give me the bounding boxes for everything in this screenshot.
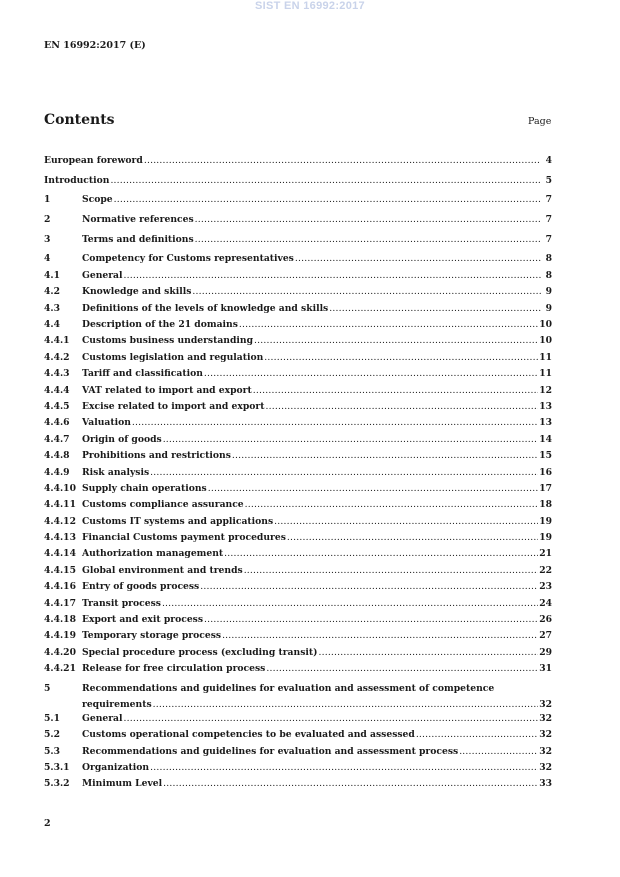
dot-leader bbox=[132, 415, 538, 431]
toc-number: 4.3 bbox=[44, 302, 60, 314]
toc-number: 4.4.1 bbox=[44, 335, 70, 347]
toc-entry-4-4-16[interactable] bbox=[44, 579, 552, 595]
toc-title: Authorization management bbox=[82, 548, 224, 560]
toc-number: 4 bbox=[44, 253, 51, 265]
dot-leader bbox=[163, 776, 538, 792]
toc-title: Scope bbox=[82, 194, 113, 206]
toc-number: 4.4.14 bbox=[44, 548, 76, 560]
toc-number: 3 bbox=[44, 233, 51, 245]
dot-leader bbox=[110, 173, 541, 189]
toc-title: Recommendations and guidelines for evaluation and assessment process bbox=[82, 745, 459, 757]
dot-leader bbox=[163, 432, 539, 448]
toc-number: 4.4.3 bbox=[44, 368, 70, 380]
toc-entry-4-4-10[interactable] bbox=[44, 481, 552, 497]
toc-number: 4.4.4 bbox=[44, 384, 70, 396]
toc-entry-4[interactable] bbox=[44, 251, 552, 267]
dot-leader bbox=[195, 212, 541, 228]
toc-title: Organization bbox=[82, 762, 150, 774]
dot-leader bbox=[150, 760, 538, 776]
toc-entry-4-4-18[interactable] bbox=[44, 612, 552, 628]
dot-leader bbox=[224, 546, 538, 562]
toc-number: 4.4.12 bbox=[44, 515, 76, 527]
toc-page: 19 bbox=[539, 532, 552, 544]
toc-entry-4-4-8[interactable] bbox=[44, 448, 552, 464]
toc-title: Minimum Level bbox=[82, 778, 163, 790]
toc-page: 11 bbox=[539, 368, 552, 380]
toc-page: 11 bbox=[539, 351, 552, 363]
toc-title: Transit process bbox=[82, 597, 161, 609]
toc-title: Origin of goods bbox=[82, 433, 162, 445]
toc-title: Supply chain operations bbox=[82, 482, 207, 494]
toc-title: Definitions of the levels of knowledge and skills bbox=[82, 302, 329, 314]
toc-number: 4.1 bbox=[44, 269, 60, 281]
page-column-label: Page bbox=[528, 116, 552, 127]
toc-number: 5.3.2 bbox=[44, 778, 70, 790]
toc-number: 2 bbox=[44, 214, 51, 226]
toc-entry-5-3[interactable] bbox=[44, 744, 552, 760]
toc-number: 5.2 bbox=[44, 729, 60, 741]
toc-entry-5-3-2[interactable] bbox=[44, 776, 552, 792]
toc-page: 7 bbox=[545, 233, 552, 245]
toc-page: 32 bbox=[539, 712, 552, 724]
toc-page: 4 bbox=[545, 155, 552, 166]
toc-title: Special procedure process (excluding transit) bbox=[82, 646, 318, 658]
toc-entry-introduction[interactable] bbox=[44, 173, 552, 189]
dot-leader bbox=[239, 317, 538, 333]
watermark: SIST EN 16992:2017 bbox=[255, 0, 365, 12]
toc-title: Customs IT systems and applications bbox=[82, 515, 274, 527]
toc-entry-4-4-20[interactable] bbox=[44, 645, 552, 661]
toc-page: 7 bbox=[545, 194, 552, 206]
toc-entry-5-3-1[interactable] bbox=[44, 760, 552, 776]
dot-leader bbox=[287, 530, 538, 546]
toc-title: Customs compliance assurance bbox=[82, 499, 244, 511]
toc-title-line1: Recommendations and guidelines for evaluation and assessment of competence bbox=[82, 682, 495, 694]
toc-title: Global environment and trends bbox=[82, 564, 243, 576]
toc-page: 18 bbox=[539, 499, 552, 511]
toc-page: 8 bbox=[545, 269, 552, 281]
toc-page: 32 bbox=[539, 762, 552, 774]
toc-page: 5 bbox=[545, 174, 552, 186]
toc-number: 4.4.11 bbox=[44, 499, 76, 511]
toc-entry-4-4-19[interactable] bbox=[44, 628, 552, 644]
toc-number: 4.4.18 bbox=[44, 614, 76, 626]
toc-page: 9 bbox=[545, 286, 552, 298]
toc-title: Competency for Customs representatives bbox=[82, 253, 294, 265]
toc-entry-4-4-7[interactable] bbox=[44, 432, 552, 448]
dot-leader bbox=[222, 628, 538, 644]
toc-page: 22 bbox=[539, 564, 552, 576]
toc-page: 16 bbox=[539, 466, 552, 478]
dot-leader bbox=[124, 268, 541, 284]
toc-title: Valuation bbox=[82, 417, 131, 429]
toc-title: General bbox=[82, 712, 123, 724]
toc-title: Introduction bbox=[44, 174, 110, 186]
toc-entry-4-4-14[interactable] bbox=[44, 546, 552, 562]
toc-number: 4.4.15 bbox=[44, 564, 76, 576]
dot-leader bbox=[254, 333, 538, 349]
toc-entry-4-4-12[interactable] bbox=[44, 514, 552, 530]
toc-entry-4-1[interactable] bbox=[44, 268, 552, 284]
toc-page: 15 bbox=[539, 450, 552, 462]
toc-entry-4-2[interactable] bbox=[44, 284, 552, 300]
toc-number: 4.4 bbox=[44, 319, 60, 330]
toc-number: 4.4.5 bbox=[44, 400, 70, 412]
dot-leader bbox=[274, 514, 538, 530]
toc-title: Temporary storage process bbox=[82, 630, 222, 642]
toc-entry-4-3[interactable] bbox=[44, 301, 552, 317]
dot-leader bbox=[204, 366, 538, 382]
toc-title: Risk analysis bbox=[82, 466, 150, 478]
toc-title: Tariff and classification bbox=[82, 368, 203, 380]
toc-number: 4.4.10 bbox=[44, 482, 76, 494]
toc-page: 27 bbox=[539, 630, 552, 642]
toc-number: 4.4.9 bbox=[44, 466, 70, 478]
toc-page: 24 bbox=[539, 597, 552, 609]
contents-title: Contents bbox=[44, 112, 115, 128]
dot-leader bbox=[265, 399, 538, 415]
toc-number: 4.2 bbox=[44, 286, 60, 298]
dot-leader bbox=[459, 744, 538, 760]
toc-entry-4-4-17[interactable] bbox=[44, 596, 552, 612]
dot-leader bbox=[195, 232, 541, 248]
dot-leader bbox=[295, 251, 541, 267]
toc-page: 31 bbox=[539, 663, 552, 675]
toc-title: Prohibitions and restrictions bbox=[82, 450, 231, 462]
toc-entry-4-4-4[interactable] bbox=[44, 383, 552, 399]
toc-number: 5.3.1 bbox=[44, 762, 70, 774]
toc-title: Normative references bbox=[82, 214, 194, 226]
toc-entry-5-2[interactable] bbox=[44, 727, 552, 743]
dot-leader bbox=[200, 579, 538, 595]
dot-leader bbox=[244, 563, 539, 579]
toc-page: 10 bbox=[539, 335, 552, 347]
dot-leader bbox=[253, 383, 538, 399]
toc-entry-european-foreword[interactable] bbox=[44, 153, 552, 169]
toc-entry-4-4[interactable] bbox=[44, 317, 552, 333]
toc-title: Excise related to import and export bbox=[82, 400, 265, 412]
toc-page: 19 bbox=[539, 515, 552, 527]
toc-page: 7 bbox=[545, 214, 552, 226]
dot-leader bbox=[318, 645, 538, 661]
toc-number: 5.1 bbox=[44, 712, 60, 724]
toc-page: 33 bbox=[539, 778, 552, 790]
toc-title: Knowledge and skills bbox=[82, 286, 192, 298]
toc-title: Customs operational competencies to be evaluated and assessed bbox=[82, 729, 415, 741]
toc-title: Terms and definitions bbox=[82, 233, 194, 245]
toc-entry-4-4-21[interactable] bbox=[44, 661, 552, 677]
toc-title: Financial Customs payment procedures bbox=[82, 532, 286, 544]
dot-leader bbox=[204, 612, 538, 628]
toc-page: 13 bbox=[539, 417, 552, 429]
toc-entry-4-4-2[interactable] bbox=[44, 350, 552, 366]
toc-title: Release for free circulation process bbox=[82, 663, 266, 675]
dot-leader bbox=[208, 481, 539, 497]
table-of-contents bbox=[44, 153, 552, 793]
toc-entry-4-4-6[interactable] bbox=[44, 415, 552, 431]
toc-number: 4.4.7 bbox=[44, 433, 70, 445]
toc-entry-4-4-9[interactable] bbox=[44, 465, 552, 481]
toc-number: 4.4.16 bbox=[44, 581, 76, 593]
toc-page: 23 bbox=[539, 581, 552, 593]
toc-page: 13 bbox=[539, 400, 552, 412]
toc-number: 5 bbox=[44, 682, 51, 694]
toc-entry-5[interactable] bbox=[44, 681, 552, 711]
toc-number: 4.4.21 bbox=[44, 663, 76, 675]
toc-number: 4.4.20 bbox=[44, 646, 76, 658]
toc-page: 17 bbox=[539, 482, 552, 494]
dot-leader bbox=[416, 727, 538, 743]
toc-number: 4.4.8 bbox=[44, 450, 70, 462]
page-number: 2 bbox=[44, 818, 51, 829]
toc-number: 4.4.13 bbox=[44, 532, 76, 544]
toc-title: European foreword bbox=[44, 155, 143, 166]
standard-id: EN 16992:2017 (E) bbox=[44, 40, 146, 51]
toc-entry-3[interactable] bbox=[44, 232, 552, 248]
toc-title: Description of the 21 domains bbox=[82, 319, 238, 330]
toc-entry-4-4-13[interactable] bbox=[44, 530, 552, 546]
toc-number: 4.4.6 bbox=[44, 417, 70, 429]
dot-leader bbox=[266, 661, 538, 677]
toc-title: Entry of goods process bbox=[82, 581, 200, 593]
dot-leader bbox=[329, 301, 541, 317]
dot-leader bbox=[114, 192, 541, 208]
toc-title: Customs business understanding bbox=[82, 335, 254, 347]
toc-number: 4.4.17 bbox=[44, 597, 76, 609]
toc-page: 21 bbox=[539, 548, 552, 560]
toc-page: 10 bbox=[539, 319, 552, 330]
dot-leader bbox=[232, 448, 538, 464]
toc-title: VAT related to import and export bbox=[82, 384, 252, 396]
toc-page: 32 bbox=[539, 745, 552, 757]
toc-entry-1[interactable] bbox=[44, 192, 552, 208]
toc-page: 12 bbox=[539, 384, 552, 396]
toc-page: 32 bbox=[539, 729, 552, 741]
toc-page: 14 bbox=[539, 433, 552, 445]
toc-page: 9 bbox=[545, 302, 552, 314]
toc-number: 5.3 bbox=[44, 745, 60, 757]
toc-entry-5-1[interactable] bbox=[44, 711, 552, 727]
toc-number: 4.4.19 bbox=[44, 630, 76, 642]
toc-entry-4-4-11[interactable] bbox=[44, 497, 552, 513]
toc-entry-2[interactable] bbox=[44, 212, 552, 228]
toc-page: 29 bbox=[539, 646, 552, 658]
toc-page: 26 bbox=[539, 614, 552, 626]
toc-entry-4-4-1[interactable] bbox=[44, 333, 552, 349]
toc-title: Export and exit process bbox=[82, 614, 204, 626]
dot-leader bbox=[264, 350, 538, 366]
toc-title: General bbox=[82, 269, 123, 281]
toc-entry-4-4-15[interactable] bbox=[44, 563, 552, 579]
dot-leader bbox=[124, 711, 539, 727]
toc-number: 1 bbox=[44, 194, 51, 206]
toc-title-line2: requirements bbox=[82, 699, 152, 711]
toc-page: 32 bbox=[539, 699, 552, 711]
dot-leader bbox=[150, 465, 538, 481]
toc-number: 4.4.2 bbox=[44, 351, 70, 363]
toc-entry-4-4-3[interactable] bbox=[44, 366, 552, 382]
dot-leader bbox=[144, 153, 541, 169]
toc-entry-4-4-5[interactable] bbox=[44, 399, 552, 415]
dot-leader bbox=[162, 596, 538, 612]
dot-leader bbox=[192, 284, 541, 300]
toc-page: 8 bbox=[545, 253, 552, 265]
toc-title: Customs legislation and regulation bbox=[82, 351, 264, 363]
dot-leader bbox=[245, 497, 539, 513]
